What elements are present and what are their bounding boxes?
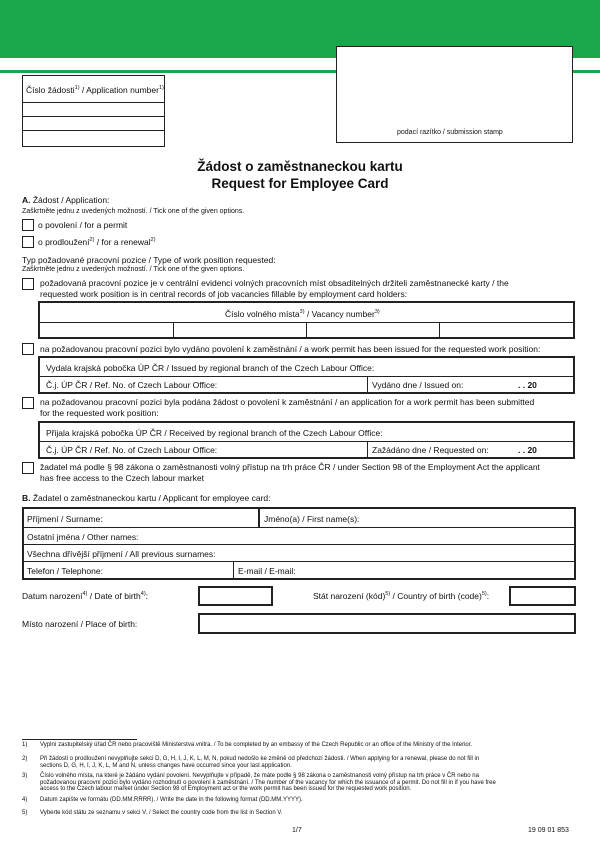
page-number: 1/7 (292, 827, 302, 834)
received-ref-no-label: Č.j. ÚP ČR / Ref. No. of Czech Labour Office: (46, 445, 218, 455)
form-title-en: Request for Employee Card (211, 176, 389, 191)
submission-stamp-label: podací razítko / submission stamp (397, 129, 503, 136)
other-names-input[interactable] (150, 527, 573, 542)
free-access-label-2: has free access to the Czech labour market (40, 473, 204, 483)
footnote-divider (22, 739, 137, 740)
form-title-cz: Žádost o zaměstnaneckou kartu (197, 159, 403, 174)
free-access-checkbox[interactable] (22, 462, 34, 474)
footnote-text: Vyberte kód státu ze seznamu v sekci V. / Select the country code from the list in Section V. (40, 810, 283, 816)
submission-stamp-box (336, 46, 573, 143)
footnote-number: 1) (22, 742, 28, 748)
vacancy-number-input-1[interactable] (40, 321, 171, 336)
renewal-checkbox[interactable] (22, 236, 34, 248)
application-submitted-label-1: na požadovanou pracovní pozici byla podána žádost o povolení k zaměstnání / an application for a work permit has been submitted (40, 397, 535, 407)
country-of-birth-input[interactable] (509, 586, 576, 606)
permit-label: o povolení / for a permit (38, 220, 128, 230)
renewal-label: o prodloužení$^{2)}$ / for a renewal$^{2)}$ (38, 237, 156, 247)
permit-issued-label: na požadovanou pracovní pozici bylo vydáno povolení k zaměstnání / a work permit has been issued for the requested work position: (40, 344, 541, 354)
footnote-text: Datum zapište ve formátu (DD.MM.RRRR). / Write the date in the following format (DD.MM.YYYY). (40, 797, 303, 803)
footnote-number: 4) (22, 797, 28, 803)
vacancy-number-input-3[interactable] (306, 321, 437, 336)
footnote-text: požadovanou pracovní pozici bylo vydáno rozhodnutí o povolení k zaměstnání. / The number of the vacancy for which the issuance of a permit. Do not fill in if you have free (40, 779, 496, 786)
received-branch-label: Přijala krajská pobočka ÚP ČR / Received by regional branch of the Czech Labour Office: (46, 428, 383, 438)
telephone-label: Telefon / Telephone: (27, 566, 103, 576)
permit-issued-checkbox[interactable] (22, 343, 34, 355)
central-records-checkbox[interactable] (22, 278, 34, 290)
issued-on-date[interactable]: . . 20 (518, 380, 537, 390)
application-submitted-checkbox[interactable] (22, 397, 34, 409)
previous-surnames-label: Všechna dřívější příjmení / All previous surnames: (27, 549, 216, 559)
application-submitted-label-2: for the requested work position: (40, 408, 159, 418)
surname-label: Příjmení / Surname: (27, 514, 103, 524)
work-position-type-instruction: Zaškrtněte jednu z uvedených možností. / Tick one of the given options. (22, 266, 245, 273)
date-of-birth-input[interactable] (198, 586, 273, 606)
form-code: 19 09 01 853 (528, 827, 569, 834)
issued-on-label: Vydáno dne / Issued on: (372, 380, 464, 390)
country-of-birth-label: Stát narození (kód)$^{5)}$ / Country of birth (code)$^{5)}$: (313, 591, 490, 601)
vacancy-number-input-2[interactable] (173, 321, 304, 336)
first-name-input[interactable] (370, 509, 573, 525)
footnote-text: Číslo volného místa, na které je žádáno vydání povolení. Nevyplňujte v případě, že máte podle § 98 zákona o zaměstnanosti volný přístup na trh práce v ČR nebo na (40, 773, 479, 779)
requested-on-label: Zažádáno dne / Requested on: (372, 445, 489, 455)
section-a-heading: A. Žádost / Application: (22, 195, 110, 205)
free-access-label-1: žadatel má podle § 98 zákona o zaměstnanosti volný přístup na trh práce ČR / under Section 98 of the Employment Act the applicant (40, 462, 540, 472)
section-b-heading: B. Žadatel o zaměstnaneckou kartu / Applicant for employee card: (22, 493, 271, 503)
issued-branch-label: Vydala krajská pobočka ÚP ČR / Issued by regional branch of the Czech Labour Office: (46, 363, 375, 373)
email-input[interactable] (310, 561, 573, 577)
vacancy-number-label: Číslo volného místa$^{3)}$ / Vacancy number$^{3)}$ (225, 309, 380, 319)
date-of-birth-label: Datum narození$^{4)}$ / Date of birth$^{4)}$: (22, 591, 149, 601)
footnote-number: 2) (22, 756, 28, 762)
footnote-text: Při žádosti o prodloužení nevyplňujte sekci D, G, H, I, J, K, L, M, N, pokud nedošlo ke změně od předchozí žádosti. / When applying for a renewal, please do not fill in (40, 756, 480, 762)
permit-checkbox[interactable] (22, 219, 34, 231)
footnote-number: 3) (22, 773, 28, 779)
central-records-label-1: požadovaná pracovní pozice je v centrální evidenci volných pracovních míst obsaditelných držiteli zaměstnanecké karty / the (40, 278, 509, 288)
telephone-input[interactable] (110, 561, 230, 577)
requested-on-date[interactable]: . . 20 (518, 445, 537, 455)
place-of-birth-input[interactable] (198, 613, 576, 634)
permit-issued-table (38, 356, 575, 394)
surname-input[interactable] (110, 509, 255, 525)
other-names-label: Ostatní jména / Other names: (27, 532, 139, 542)
vacancy-number-input-4[interactable] (439, 321, 573, 336)
first-name-label: Jméno(a) / First name(s): (264, 514, 360, 524)
place-of-birth-label: Místo narození / Place of birth: (22, 619, 138, 629)
application-submitted-table (38, 421, 575, 459)
previous-surnames-input[interactable] (240, 544, 573, 559)
issued-ref-no-label: Č.j. ÚP ČR / Ref. No. of Czech Labour Office: (46, 380, 218, 390)
footnote-text: access to the Czech labour market under Section 98 of Employment act or the work permit has been issued for the requested work position. (40, 786, 412, 792)
application-number-field-1[interactable] (22, 101, 165, 116)
section-a-instruction: Zaškrtněte jednu z uvedených možností. / Tick one of the given options. (22, 208, 245, 215)
central-records-label-2: requested work position is in central records of job vacancies fillable by employment card holders: (40, 289, 408, 299)
footnote-text: Vyplní zastupitelský úřad ČR nebo pracoviště Ministerstva vnitra. / To be completed by an embassy of the Czech Republic or an office of the Ministry of the Interior. (40, 742, 473, 748)
work-position-type-heading: Typ požadované pracovní pozice / Type of work position requested: (22, 255, 276, 265)
application-number-label: Číslo žádosti$^{1)}$ / Application number$^{1)}$ (26, 85, 164, 95)
footnote-number: 5) (22, 810, 28, 816)
footnote-text: sections D, G, H, I, J, K, L, M and N, unless changes have occurred since your last application. (40, 762, 292, 769)
email-label: E-mail / E-mail: (238, 566, 296, 576)
